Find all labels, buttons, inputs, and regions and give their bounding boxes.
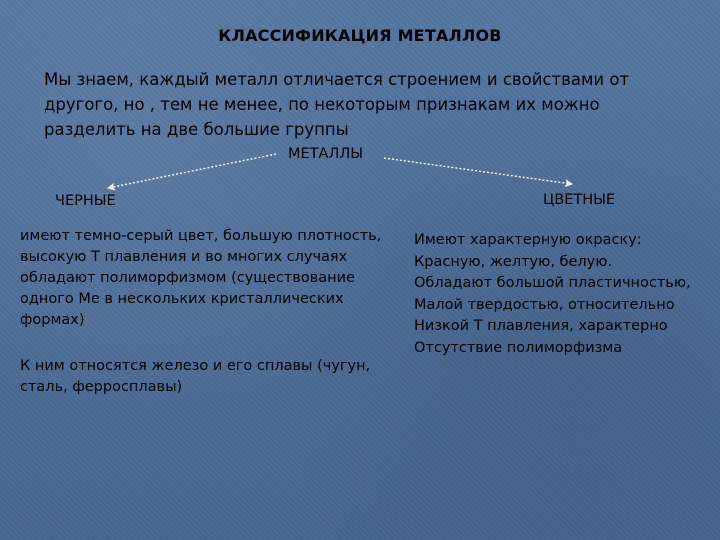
colored-metals-properties [414,230,714,359]
colored-property-line: Имеют характерную окраску: [414,232,642,248]
metals-root-label: МЕТАЛЛЫ [288,146,364,162]
colored-metals-label: ЦВЕТНЫЕ [543,192,616,208]
colored-property-line: Малой твердостью, относительно [414,296,675,313]
black-metals-examples: К ним относятся железо и его сплавы (чугун, сталь, ферросплавы) [20,358,371,395]
intro-text: Мы знаем, каждый металл отличается строением и свойствами от другого, но , тем не менее, по некоторым признакам их можно разделить на две большие группы [44,70,630,139]
colored-property-line: Обладают большой пластичностью, [414,275,691,291]
black-metals-description: имеют темно-серый цвет, большую плотность, высокую Т плавления и во многих случаях обладают полиморфизмом (существование одного Ме в нескольких кристаллических формах) [20,228,382,328]
arrow-to-colored [384,158,572,184]
arrow-to-black [108,154,276,188]
colored-property-line: Красную, желтую, белую. [414,253,613,270]
black-metals-label: ЧЕРНЫЕ [55,193,116,209]
slide-title: КЛАССИФИКАЦИЯ МЕТАЛЛОВ [218,26,502,45]
colored-property-line: Отсутствие полиморфизма [414,339,623,356]
colored-property-line: Низкой Т плавления, характерно [414,318,668,334]
